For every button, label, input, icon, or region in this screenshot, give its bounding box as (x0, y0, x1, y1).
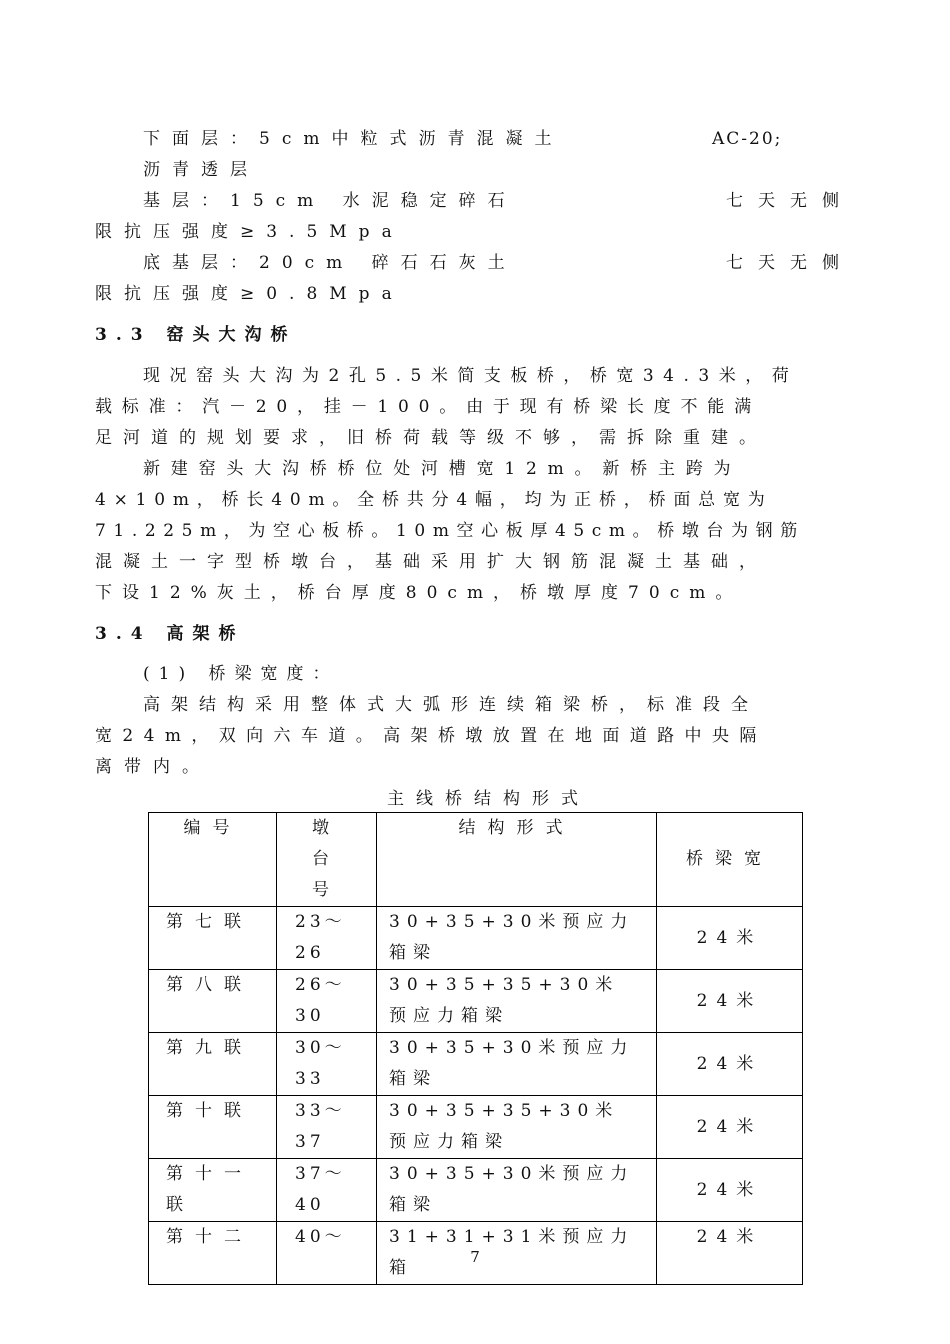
row-width-text: 24米 (696, 927, 763, 948)
para-surface-layer-grade: AC-20; (712, 129, 783, 149)
row-pier (277, 1159, 377, 1222)
para-base-layer-cont: 七天无侧 (726, 191, 854, 211)
para-base-strength: 限抗压强度≥3.5Mpa (95, 222, 404, 242)
section-33-line-7: 混凝土一字型桥墩台，基础采用扩大钢筋混凝土基础， (95, 552, 767, 572)
row-pier-text: 33～37 (295, 1101, 346, 1152)
header-pier (277, 813, 377, 907)
row-form-text: 30+35+30米预应力箱梁 (389, 1038, 635, 1089)
section-33-line-5: 4×10m，桥长40m。全桥共分4幅，均为正桥，桥面总宽为 (95, 490, 773, 510)
row-width-text: 24米 (696, 990, 763, 1011)
row-width (657, 970, 803, 1033)
header-id-text: 编号 (183, 818, 242, 838)
row-form (377, 1096, 657, 1159)
row-form-text: 30+35+30米预应力箱梁 (389, 912, 635, 963)
row-id (149, 907, 277, 970)
header-form-text: 结构形式 (458, 818, 575, 838)
section-34-line-2: 宽24m，双向六车道。高架桥墩放置在地面道路中央隔 (95, 726, 767, 746)
table-row (149, 907, 803, 970)
table-header-row (149, 813, 803, 907)
header-width-text: 桥梁宽 (686, 849, 773, 869)
row-id (149, 1033, 277, 1096)
row-form (377, 1159, 657, 1222)
row-id-text: 第十一联 (166, 1164, 253, 1215)
row-pier (277, 970, 377, 1033)
row-form-text: 30+35+35+30米预应力箱梁 (389, 975, 620, 1026)
row-width (657, 1159, 803, 1222)
header-id (149, 813, 277, 907)
row-id-text: 第十二 (166, 1227, 253, 1247)
section-33-title: 3.3 窑头大沟桥 (95, 325, 297, 345)
table-row (149, 970, 803, 1033)
row-id (149, 1159, 277, 1222)
header-width (657, 813, 803, 907)
para-surface-layer: 下面层：5cm中粒式沥青混凝土 (143, 129, 564, 149)
header-form (377, 813, 657, 907)
row-id (149, 1096, 277, 1159)
section-33-line-2: 载标准：汽－20，挂－100。由于现有桥梁长度不能满 (95, 397, 761, 417)
section-33-line-6: 71.225m，为空心板桥。10m空心板厚45cm。桥墩台为钢筋 (95, 521, 805, 541)
row-pier (277, 907, 377, 970)
row-form-text: 30+35+30米预应力箱梁 (389, 1164, 635, 1215)
section-34-title: 3.4 高架桥 (95, 624, 245, 644)
para-subbase-layer: 底基层：20cm 碎石石灰土 (143, 253, 517, 273)
page-number: 7 (470, 1248, 480, 1266)
row-width (657, 1033, 803, 1096)
table-row (149, 1159, 803, 1222)
section-33-line-4: 新建窑头大沟桥桥位处河槽宽12m。新桥主跨为 (143, 459, 742, 479)
row-width-text: 24米 (696, 1179, 763, 1200)
row-form-text: 30+35+35+30米预应力箱梁 (389, 1101, 620, 1152)
para-base-layer: 基层：15cm 水泥稳定碎石 (143, 191, 517, 211)
section-34-subheading: (1) 桥梁宽度： (143, 664, 339, 684)
row-width-text: 24米 (696, 1116, 763, 1137)
row-width (657, 1096, 803, 1159)
row-width-text: 24米 (696, 1053, 763, 1074)
section-33-line-3: 足河道的规划要求，旧桥荷载等级不够，需拆除重建。 (95, 428, 767, 448)
para-prime-coat: 沥青透层 (143, 160, 259, 180)
row-id-text: 第九联 (166, 1038, 253, 1058)
row-form (377, 970, 657, 1033)
structure-table (148, 812, 803, 1285)
row-pier (277, 1096, 377, 1159)
row-pier-text: 40～ (295, 1227, 346, 1247)
section-33-line-8: 下设12%灰土，桥台厚度80cm，桥墩厚度70cm。 (95, 583, 743, 603)
table-caption: 主线桥结构形式 (387, 789, 590, 809)
row-id-text: 第八联 (166, 975, 253, 995)
row-id (149, 970, 277, 1033)
table-row (149, 1096, 803, 1159)
row-pier-text: 30～33 (295, 1038, 346, 1089)
section-33-line-1-text: 现况窑头大沟为2孔5.5米简支板桥，桥宽34.3米，荷 (143, 366, 799, 386)
row-width-text: 24米 (696, 1227, 763, 1247)
section-34-line-3: 离带内。 (95, 757, 211, 777)
para-subbase-layer-cont: 七天无侧 (726, 253, 854, 273)
row-form (377, 1033, 657, 1096)
header-pier-text: 墩台号 (312, 818, 341, 900)
table-row (149, 1033, 803, 1096)
section-34-line-1: 高架结构采用整体式大弧形连续箱梁桥，标准段全 (143, 695, 759, 715)
section-33-line-1 (143, 366, 843, 386)
row-pier-text: 37～40 (295, 1164, 346, 1215)
row-pier-text: 26～30 (295, 975, 346, 1026)
row-form-text: 31+31+31米预应力箱 (389, 1227, 635, 1278)
row-id-text: 第七联 (166, 912, 253, 932)
row-pier-text: 23～26 (295, 912, 346, 963)
row-form (377, 907, 657, 970)
row-id-text: 第十联 (166, 1101, 253, 1121)
row-width (657, 907, 803, 970)
para-subbase-strength: 限抗压强度≥0.8Mpa (95, 284, 404, 304)
row-pier (277, 1033, 377, 1096)
